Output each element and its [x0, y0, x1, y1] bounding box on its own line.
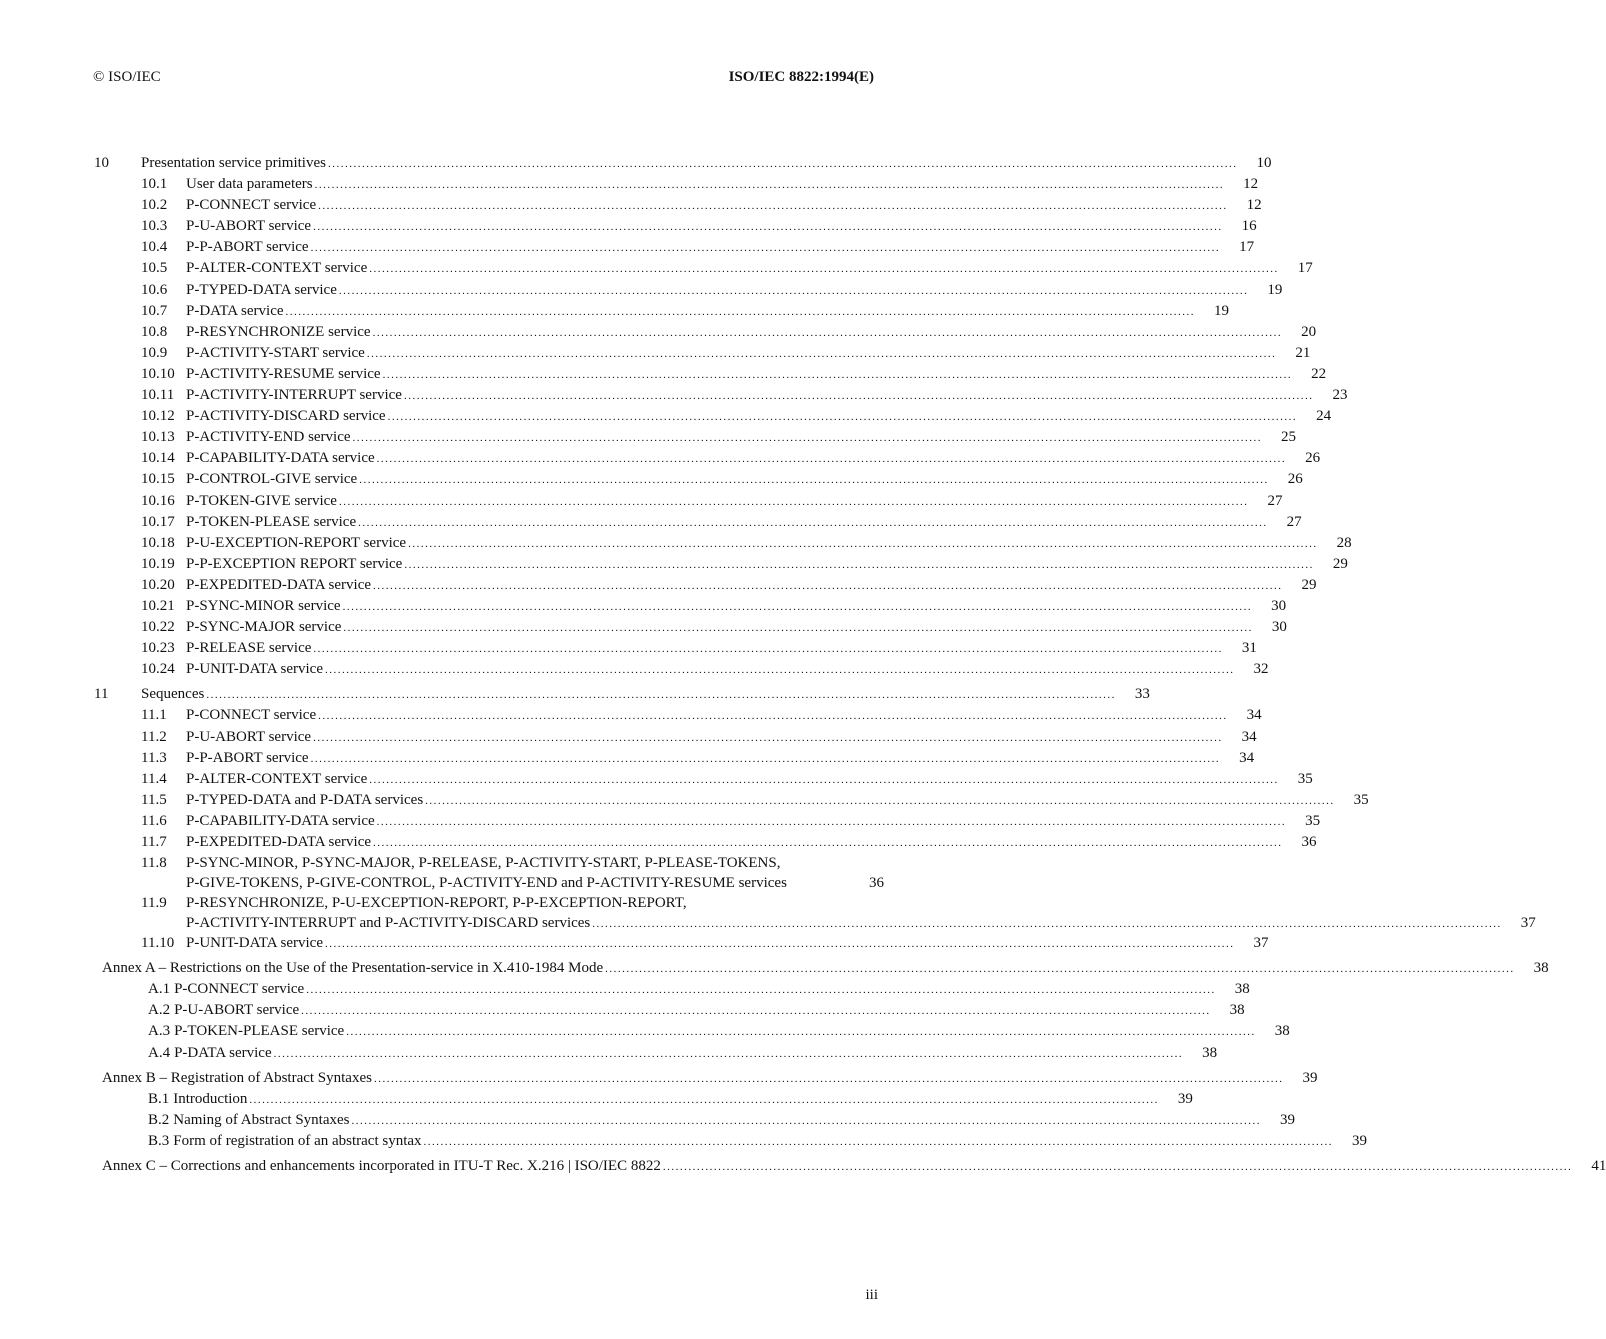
dot-leader	[313, 217, 1223, 238]
toc-subentry[interactable]	[94, 705, 1262, 726]
dot-leader	[373, 576, 1283, 597]
toc-entry-title: P-EXPEDITED-DATA service	[186, 576, 372, 593]
dot-leader	[374, 1069, 1284, 1090]
toc-subentry[interactable]	[94, 174, 1259, 195]
toc-entry-title: Annex B – Registration of Abstract Syntaxes	[102, 1069, 372, 1086]
toc-subentry[interactable]	[94, 280, 1283, 301]
toc-entry-number: 10	[94, 155, 109, 171]
toc-entry-title: P-P-EXCEPTION REPORT service	[186, 555, 403, 572]
dot-leader	[424, 1132, 1334, 1153]
toc-entry-number: 10.3	[141, 218, 168, 235]
toc-entry-title: P-RESYNCHRONIZE service	[186, 323, 371, 340]
toc-subentry[interactable]	[94, 448, 1321, 469]
dot-leader	[206, 685, 1116, 706]
toc-subentry[interactable]	[94, 659, 1269, 680]
toc-entry-title: P-CONNECT service	[174, 981, 305, 998]
dot-leader	[373, 833, 1283, 854]
toc-entry-number: 10.21	[141, 597, 175, 614]
toc-subentry[interactable]	[94, 1021, 1290, 1042]
dot-leader	[318, 706, 1228, 727]
toc-entry-page: 29	[1332, 555, 1348, 572]
toc-entry-number: 11.6	[141, 812, 167, 829]
toc-entry-number: 11.3	[141, 749, 167, 766]
toc-subentry[interactable]	[94, 617, 1287, 638]
toc-subentry[interactable]	[94, 748, 1255, 769]
dot-leader	[328, 154, 1238, 175]
toc-entry-page: 39	[1177, 1090, 1193, 1107]
toc-entry-page: 19	[1214, 302, 1230, 319]
toc-subentry[interactable]	[94, 469, 1303, 490]
dot-leader	[315, 175, 1225, 196]
dot-leader	[318, 196, 1228, 217]
toc-entry-title: P-P-ABORT service	[186, 239, 309, 256]
toc-entry-number: 10.2	[141, 197, 168, 214]
toc-annex-b[interactable]	[94, 1068, 1318, 1089]
toc-subentry[interactable]	[94, 575, 1317, 596]
toc-entry-title: P-RELEASE service	[186, 640, 312, 657]
toc-entry-number: 11.5	[141, 791, 167, 808]
dot-leader	[377, 812, 1287, 833]
toc-entry-number: 10.19	[141, 555, 175, 572]
header-copyright: © ISO/IEC	[93, 69, 161, 85]
toc-entry-number: 10.13	[141, 429, 175, 446]
toc-entry-title: P-ACTIVITY-DISCARD service	[186, 408, 386, 425]
toc-annex-c[interactable]	[94, 1156, 1606, 1177]
toc-entry-page: 35	[1297, 770, 1313, 787]
toc-entry-11[interactable]	[94, 684, 1150, 705]
dot-leader	[249, 1090, 1159, 1111]
toc-entry-title: P-U-ABORT service	[186, 218, 312, 235]
toc-entry-number: 11.2	[141, 728, 167, 745]
toc-entry-page: 27	[1267, 492, 1283, 509]
toc-entry-page: 34	[1241, 728, 1257, 745]
toc-entry-page: 25	[1281, 429, 1297, 446]
toc-entry-title: P-U-ABORT service	[186, 728, 312, 745]
dot-leader	[353, 428, 1263, 449]
dot-leader	[286, 302, 1196, 323]
annex-a-subentries	[94, 979, 1290, 1063]
toc-entry-title-line1: P-SYNC-MINOR, P-SYNC-MAJOR, P-RELEASE, P-ACTIVITY-START, P-PLEASE-TOKENS,	[186, 855, 781, 872]
toc-subentry[interactable]	[94, 237, 1255, 258]
toc-entry-number: 10.9	[141, 344, 168, 361]
dot-leader	[352, 1111, 1262, 1132]
toc-annex-a[interactable]	[94, 958, 1549, 979]
toc-subentry[interactable]	[94, 491, 1283, 512]
toc-entry-title: P-ACTIVITY-INTERRUPT service	[186, 387, 402, 404]
dot-leader	[404, 555, 1314, 576]
toc-entry-page: 24	[1316, 408, 1332, 425]
toc-subentry[interactable]	[94, 554, 1348, 575]
dot-leader	[663, 1157, 1573, 1178]
section-11-subentries	[94, 705, 1369, 853]
toc-entry-number: 10.24	[141, 661, 175, 678]
toc-entry-title: P-DATA service	[186, 302, 284, 319]
toc-entry-11-9[interactable]	[94, 893, 1536, 933]
toc-entry-title: P-CONTROL-GIVE service	[186, 471, 358, 488]
toc-subentry[interactable]	[94, 1089, 1193, 1110]
toc-entry-page: 36	[869, 875, 884, 892]
toc-entry-title: P-TYPED-DATA service	[186, 281, 337, 298]
toc-entry-page: 20	[1301, 323, 1317, 340]
toc-entry-title: P-EXPEDITED-DATA service	[186, 834, 372, 850]
toc-entry-page: 41	[1591, 1158, 1606, 1175]
dot-leader	[343, 597, 1253, 618]
toc-entry-number: B.2	[148, 1111, 170, 1128]
toc-subentry[interactable]	[94, 638, 1257, 659]
dot-leader	[359, 470, 1269, 491]
toc-entry-number: A.1	[148, 981, 171, 998]
toc-entry-title: P-TOKEN-PLEASE service	[174, 1023, 345, 1040]
dot-leader	[358, 513, 1268, 534]
toc-entry-page: 38	[1234, 981, 1250, 998]
toc-entry-number: 10.11	[141, 387, 175, 404]
toc-entry-page: 26	[1305, 450, 1321, 467]
toc-subentry[interactable]	[94, 727, 1257, 748]
dot-leader	[274, 1044, 1184, 1065]
toc-entry-number: 10.17	[141, 513, 175, 530]
dot-leader	[367, 344, 1277, 365]
annex-b-subentries	[94, 1089, 1368, 1152]
toc-entry-number: B.3	[148, 1132, 170, 1149]
toc-entry-title: P-CAPABILITY-DATA service	[186, 450, 375, 467]
toc-entry-page: 27	[1286, 513, 1302, 530]
dot-leader	[339, 281, 1249, 302]
dot-leader	[343, 618, 1253, 639]
dot-leader	[301, 1001, 1211, 1022]
toc-entry-number: 10.5	[141, 260, 168, 277]
toc-entry-title: Sequences	[141, 686, 205, 703]
toc-entry-page: 37	[1520, 915, 1536, 932]
toc-entry-page: 37	[1253, 935, 1269, 952]
toc-subentry[interactable]	[94, 343, 1311, 364]
dot-leader	[311, 749, 1221, 770]
toc-entry-number: 10.18	[141, 534, 175, 551]
toc-entry-page: 35	[1353, 791, 1369, 808]
toc-subentry[interactable]	[94, 258, 1313, 279]
toc-entry-number: 11.10	[141, 935, 175, 952]
toc-entry-page: 17	[1239, 239, 1255, 256]
dot-leader	[404, 386, 1314, 407]
toc-entry-title-line2: P-ACTIVITY-INTERRUPT and P-ACTIVITY-DISCARD services	[186, 915, 591, 932]
toc-entry-page: 28	[1336, 534, 1352, 551]
toc-subentry[interactable]	[94, 769, 1313, 790]
toc-entry-title: Annex A – Restrictions on the Use of the Presentation-service in X.410-1984 Mode	[102, 960, 604, 977]
toc-entry-page: 16	[1241, 218, 1257, 235]
dot-leader	[313, 728, 1223, 749]
toc-entry-page: 32	[1253, 661, 1269, 678]
toc-entry-page: 10	[1256, 155, 1272, 171]
section-10-subentries	[94, 174, 1352, 680]
toc-entry-page: 38	[1533, 960, 1549, 977]
toc-entry-number: 11.9	[141, 895, 167, 912]
toc-entry-title: P-U-EXCEPTION-REPORT service	[186, 534, 407, 551]
toc-entry-page: 38	[1229, 1002, 1245, 1019]
toc-entry-page: 33	[1134, 686, 1150, 703]
dot-leader	[369, 259, 1279, 280]
dot-leader	[373, 323, 1283, 344]
toc-subentry[interactable]	[94, 427, 1297, 448]
toc-entry-number: A.2	[148, 1002, 171, 1019]
toc-entry-page: 38	[1274, 1023, 1290, 1040]
toc-subentry[interactable]	[94, 596, 1287, 617]
toc-entry-number: 11	[94, 686, 109, 703]
toc-entry-page: 31	[1241, 640, 1257, 657]
toc-entry-number: 10.22	[141, 619, 175, 636]
toc-entry-number: 11.4	[141, 770, 167, 787]
toc-entry-title-line2: P-GIVE-TOKENS, P-GIVE-CONTROL, P-ACTIVITY-END and P-ACTIVITY-RESUME services	[186, 875, 787, 892]
toc-subentry[interactable]	[94, 512, 1302, 533]
dot-leader	[383, 365, 1293, 386]
toc-entry-number: 10.15	[141, 471, 175, 488]
dot-leader	[311, 238, 1221, 259]
toc-entry-page: 34	[1246, 707, 1262, 724]
toc-subentry[interactable]	[94, 216, 1257, 237]
toc-subentry[interactable]	[94, 1110, 1295, 1131]
toc-entry-page: 23	[1332, 387, 1348, 404]
toc-entry-number: 10.14	[141, 450, 175, 467]
toc-entry-number: 11.1	[141, 707, 167, 724]
toc-entry-number: 10.4	[141, 239, 168, 256]
toc-subentry[interactable]	[94, 364, 1327, 385]
toc-entry-page: 29	[1301, 576, 1317, 593]
toc-entry-number: 10.16	[141, 492, 175, 509]
dot-leader	[605, 959, 1515, 980]
toc-entry-title: P-CAPABILITY-DATA service	[186, 812, 375, 829]
dot-leader	[313, 639, 1223, 660]
header-standard-id: ISO/IEC 8822:1994(E)	[728, 69, 874, 85]
toc-entry-page: 36	[1301, 834, 1317, 850]
toc-entry-number: 10.1	[141, 176, 168, 193]
toc-entry-title: Presentation service primitives	[141, 155, 326, 171]
toc-entry-title: Introduction	[173, 1090, 248, 1107]
toc-entry-title: P-ALTER-CONTEXT service	[186, 770, 368, 787]
page-number: iii	[865, 1287, 878, 1303]
toc-entry-11-8[interactable]	[94, 853, 884, 893]
toc-entry-title: P-UNIT-DATA service	[186, 935, 323, 952]
toc-entry-page: 26	[1287, 471, 1303, 488]
toc-entry-title: P-ACTIVITY-RESUME service	[186, 365, 381, 382]
toc-entry-number: 10.23	[141, 640, 175, 657]
dot-leader	[325, 934, 1235, 955]
dot-leader	[339, 492, 1249, 513]
toc-entry-number: A.3	[148, 1023, 171, 1040]
toc-entry-11-10[interactable]	[94, 933, 1269, 954]
toc-entry-page: 12	[1246, 197, 1262, 214]
toc-entry-title: P-ACTIVITY-END service	[186, 429, 351, 446]
toc-entry-title: Form of registration of an abstract syntax	[173, 1132, 422, 1149]
toc-subentry[interactable]	[94, 1043, 1218, 1064]
table-of-contents	[94, 153, 1606, 1177]
toc-entry-title: User data parameters	[186, 176, 313, 193]
toc-entry-title: P-ALTER-CONTEXT service	[186, 260, 368, 277]
toc-entry-page: 21	[1295, 344, 1311, 361]
toc-entry-title: P-DATA service	[174, 1044, 272, 1061]
dot-leader	[425, 791, 1335, 812]
toc-subentry[interactable]	[94, 979, 1250, 1000]
dot-leader	[388, 407, 1298, 428]
toc-entry-title: P-SYNC-MINOR service	[186, 597, 341, 614]
toc-entry-number: A.4	[148, 1044, 171, 1061]
toc-subentry[interactable]	[94, 533, 1352, 554]
toc-subentry[interactable]	[94, 385, 1348, 406]
toc-entry-title: P-P-ABORT service	[186, 749, 309, 766]
toc-entry-title: P-CONNECT service	[186, 707, 317, 724]
toc-entry-number: 10.8	[141, 323, 168, 340]
dot-leader	[306, 980, 1216, 1001]
toc-entry-page: 34	[1239, 749, 1255, 766]
toc-entry-page: 39	[1352, 1132, 1368, 1149]
toc-subentry[interactable]	[94, 1131, 1368, 1152]
dot-leader	[369, 770, 1279, 791]
toc-entry-number: 10.20	[141, 576, 175, 593]
toc-entry-number: B.1	[148, 1090, 170, 1107]
toc-entry-number: 10.12	[141, 408, 175, 425]
toc-entry-title: Naming of Abstract Syntaxes	[173, 1111, 350, 1128]
toc-entry-title: P-CONNECT service	[186, 197, 317, 214]
toc-subentry[interactable]	[94, 1000, 1245, 1021]
toc-entry-title: P-ACTIVITY-START service	[186, 344, 365, 361]
toc-entry-page: 19	[1267, 281, 1283, 298]
toc-entry-page: 30	[1271, 597, 1287, 614]
dot-leader	[377, 449, 1287, 470]
toc-entry-title: P-TOKEN-GIVE service	[186, 492, 337, 509]
toc-subentry[interactable]	[94, 406, 1332, 427]
toc-entry-10[interactable]	[94, 153, 1272, 174]
dot-leader	[592, 914, 1502, 934]
toc-entry-title: P-UNIT-DATA service	[186, 661, 323, 678]
toc-entry-page: 12	[1243, 176, 1259, 193]
dot-leader	[325, 660, 1235, 681]
toc-entry-number: 11.7	[141, 834, 167, 850]
toc-entry-page: 17	[1297, 260, 1313, 277]
toc-entry-number: 10.7	[141, 302, 168, 319]
toc-entry-title-line1: P-RESYNCHRONIZE, P-U-EXCEPTION-REPORT, P-P-EXCEPTION-REPORT,	[186, 895, 687, 912]
toc-entry-page: 22	[1311, 365, 1327, 382]
toc-subentry[interactable]	[94, 832, 1317, 853]
toc-subentry[interactable]	[94, 322, 1317, 343]
toc-entry-page: 38	[1202, 1044, 1218, 1061]
toc-entry-number: 10.10	[141, 365, 175, 382]
toc-entry-title: Annex C – Corrections and enhancements incorporated in ITU-T Rec. X.216 | ISO/IEC 8822	[102, 1158, 661, 1175]
dot-leader	[346, 1022, 1256, 1043]
toc-subentry[interactable]	[94, 195, 1262, 216]
toc-entry-title: P-U-ABORT service	[174, 1002, 300, 1019]
toc-entry-number: 11.8	[141, 855, 167, 872]
toc-entry-page: 35	[1305, 812, 1321, 829]
toc-entry-page: 39	[1280, 1111, 1295, 1128]
toc-entry-page: 30	[1271, 619, 1287, 636]
toc-entry-title: P-TOKEN-PLEASE service	[186, 513, 357, 530]
toc-subentry[interactable]	[94, 811, 1321, 832]
toc-entry-title: P-TYPED-DATA and P-DATA services	[186, 791, 424, 808]
dot-leader	[408, 534, 1318, 555]
toc-subentry[interactable]	[94, 790, 1369, 811]
toc-entry-page: 39	[1302, 1069, 1318, 1086]
toc-entry-title: P-SYNC-MAJOR service	[186, 619, 342, 636]
toc-subentry[interactable]	[94, 301, 1230, 322]
toc-entry-number: 10.6	[141, 281, 168, 298]
